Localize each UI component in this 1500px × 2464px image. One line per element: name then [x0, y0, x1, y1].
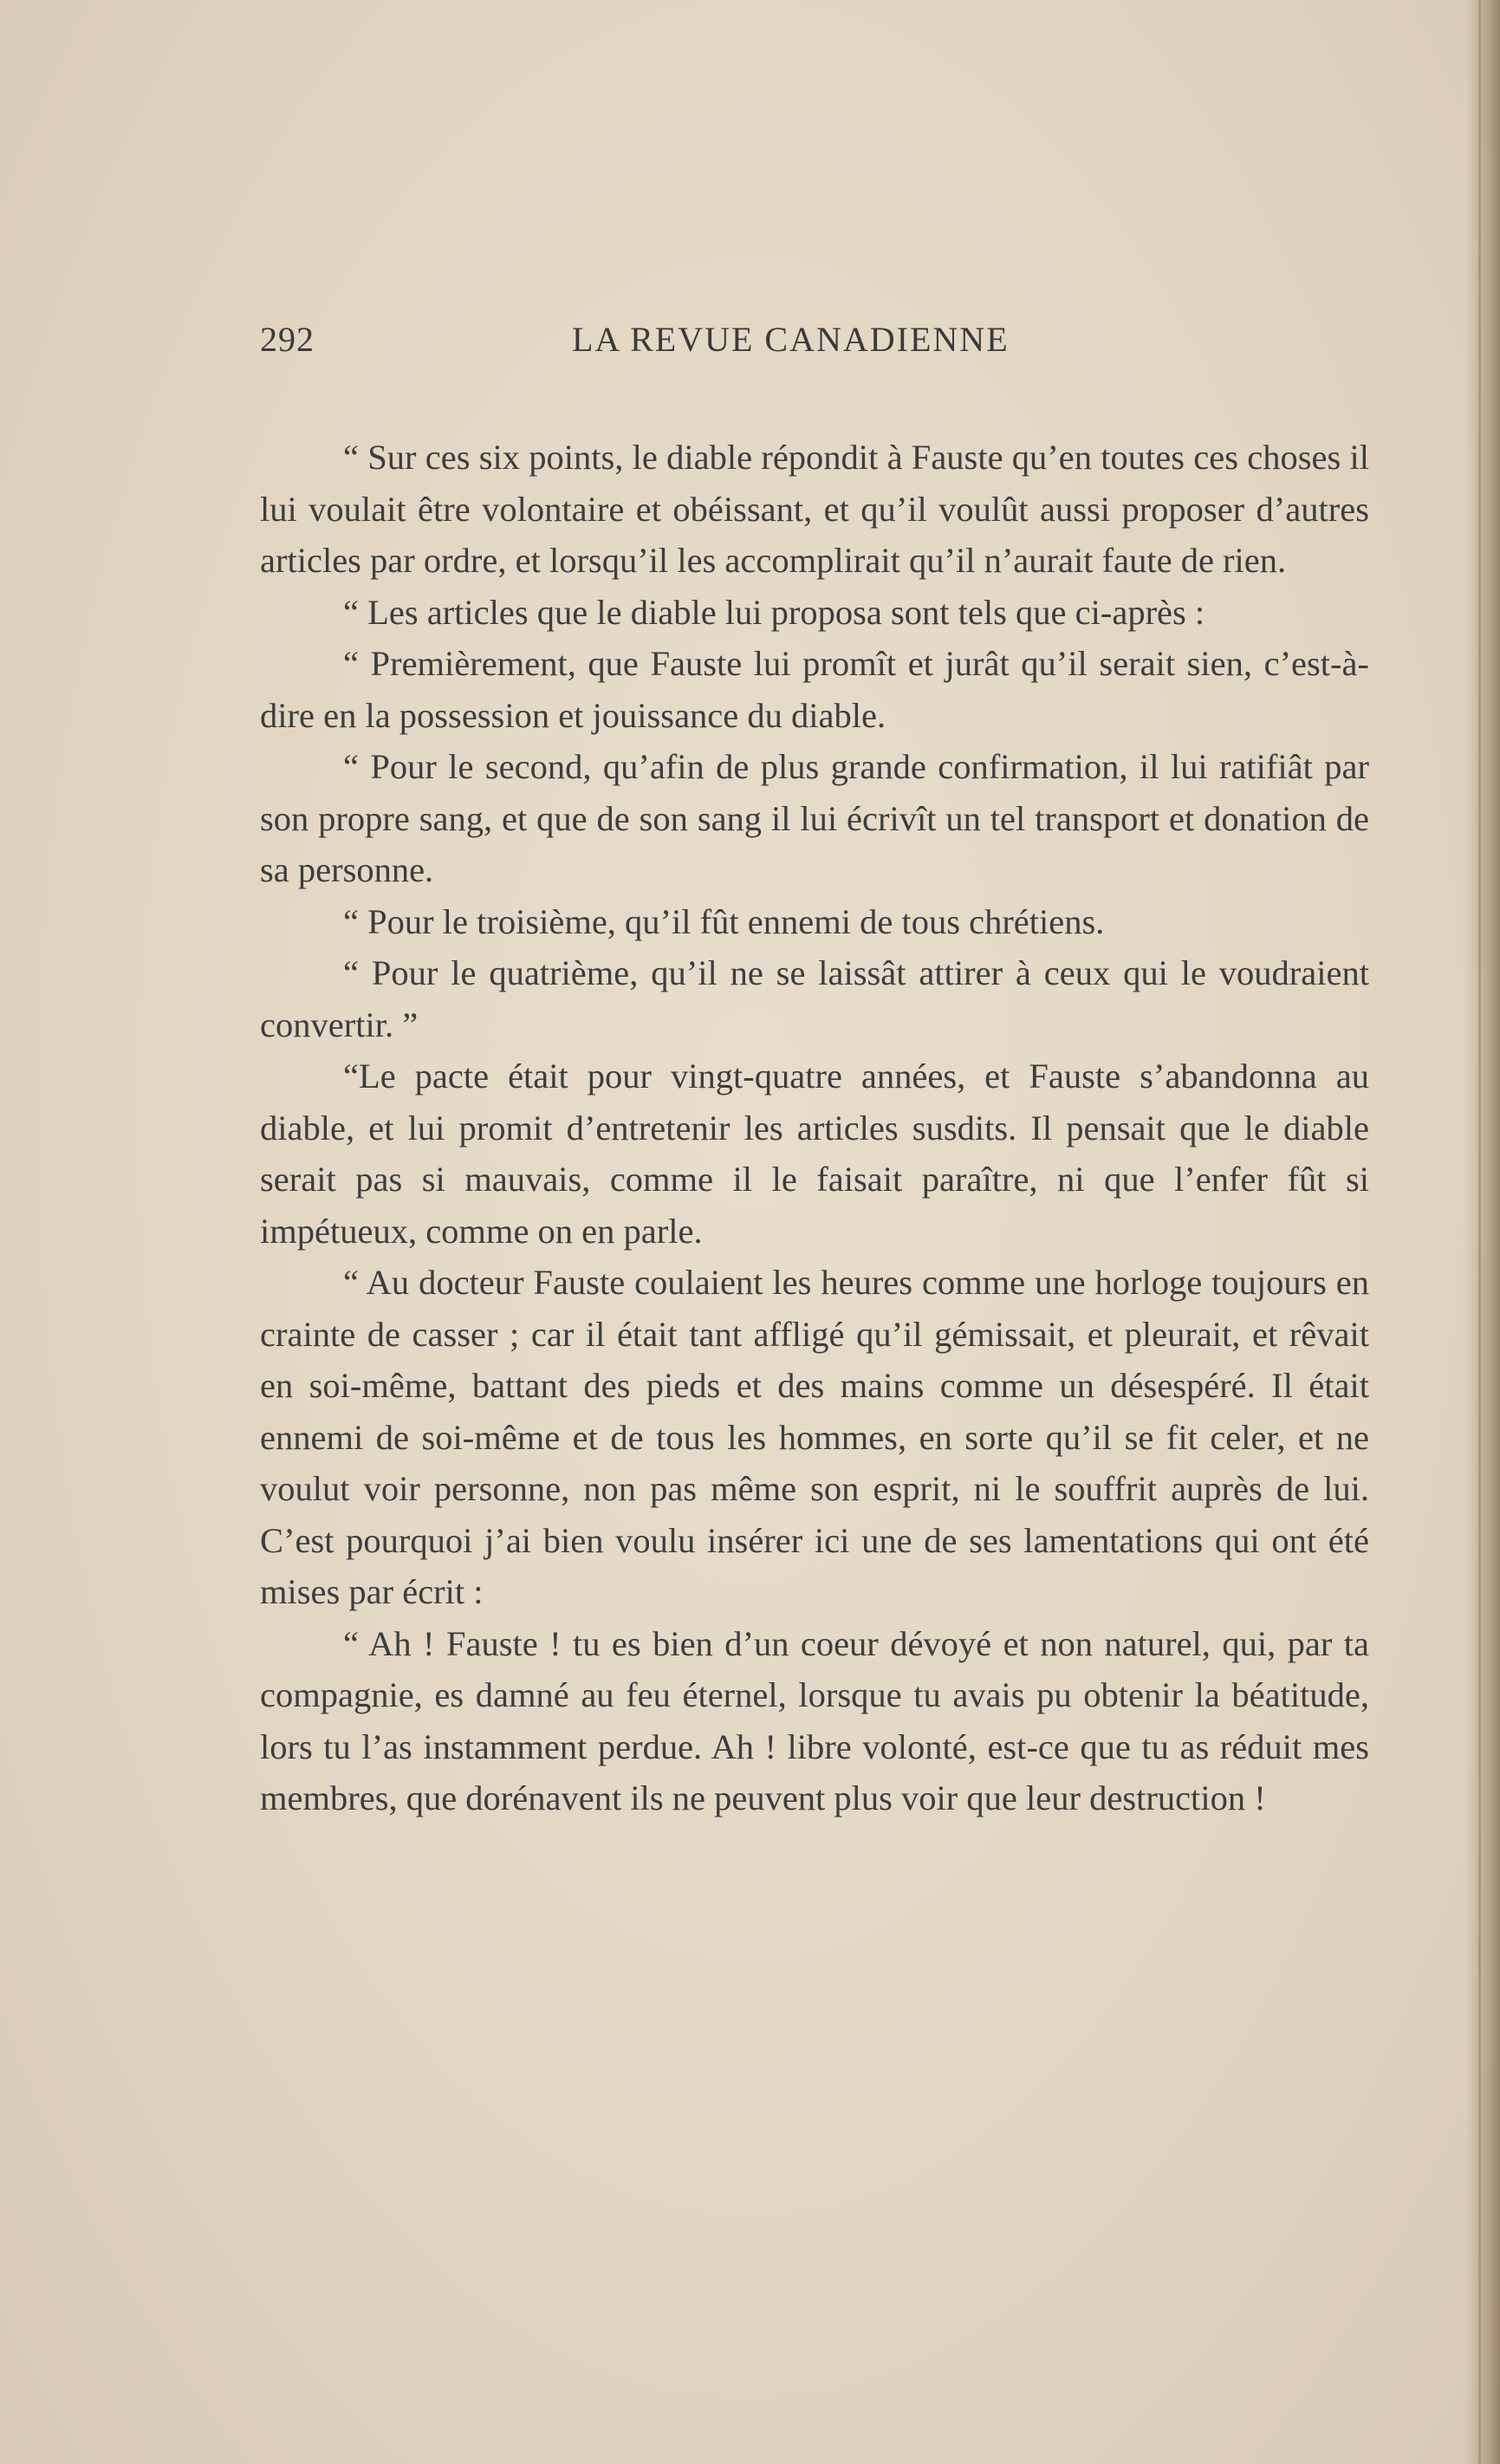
paragraph: “ Pour le troisième, qu’il fût ennemi de tous chrétiens. — [343, 901, 1105, 941]
paragraph: “ Les articles que le diable lui proposa sont tels que ci-après : — [343, 592, 1205, 632]
page-edge-shadow — [1465, 0, 1500, 2464]
paragraph: “Le pacte était pour vingt-quatre années, et Fauste s’abandonna au diable, et lui promit d’entretenir les articles susdits. Il pensait que le diable serait pas si mauvais, comme il le faisait paraître, ni que l’enfer fût si impétueux, comme on en parle. — [260, 1056, 1369, 1251]
page-header — [260, 319, 1369, 371]
paragraph: “ Ah ! Fauste ! tu es bien d’un coeur dévoyé et non naturel, qui, par ta compagnie, es damné au feu éternel, lorsque tu avais pu obtenir la béatitude, lors tu l’as instamment perdue. Ah ! libre volonté, est-ce que tu as réduit mes membres, que dorénavent ils ne peuvent plus voir que leur destruction ! — [260, 1623, 1369, 1817]
paragraph: “ Pour le quatrième, qu’il ne se laissât attirer à ceux qui le voudraient convertir. ” — [260, 953, 1369, 1044]
paragraph: “ Au docteur Fauste coulaient les heures comme une horloge toujours en crainte de casser ; car il était tant affligé qu’il gémissait, et pleurait, et rêvait en soi-même, battant des pieds et des mains comme un désespéré. Il était ennemi de soi-même et de tous les hommes, en sorte qu’il se fit celer, et ne voulut voir personne, non pas même son esprit, ni le souffrit auprès de lui. C’est pourquoi j’ai bien voulu insérer ici une de ses lamentations qui ont été mises par écrit : — [260, 1263, 1369, 1611]
page-edge-line — [1478, 0, 1481, 2464]
body-text — [260, 432, 1369, 1824]
paragraph: “ Sur ces six points, le diable répondit à Fauste qu’en toutes ces choses il lui voulait être volontaire et obéissant, et qu’il voulût aussi proposer d’autres articles par ordre, et lorsqu’il les accomplirait qu’il n’aurait faute de rien. — [260, 438, 1369, 580]
paragraph: “ Pour le second, qu’afin de plus grande confirmation, il lui ratifiât par son propre sang, et que de son sang il lui écrivît un tel transport et donation de sa personne. — [260, 747, 1369, 889]
paragraph: “ Premièrement, que Fauste lui promît et jurât qu’il serait sien, c’est-à-dire en la possession et jouissance du diable. — [260, 644, 1369, 735]
page-number: 292 — [260, 320, 315, 359]
running-title: LA REVUE CANADIENNE — [572, 320, 1010, 359]
